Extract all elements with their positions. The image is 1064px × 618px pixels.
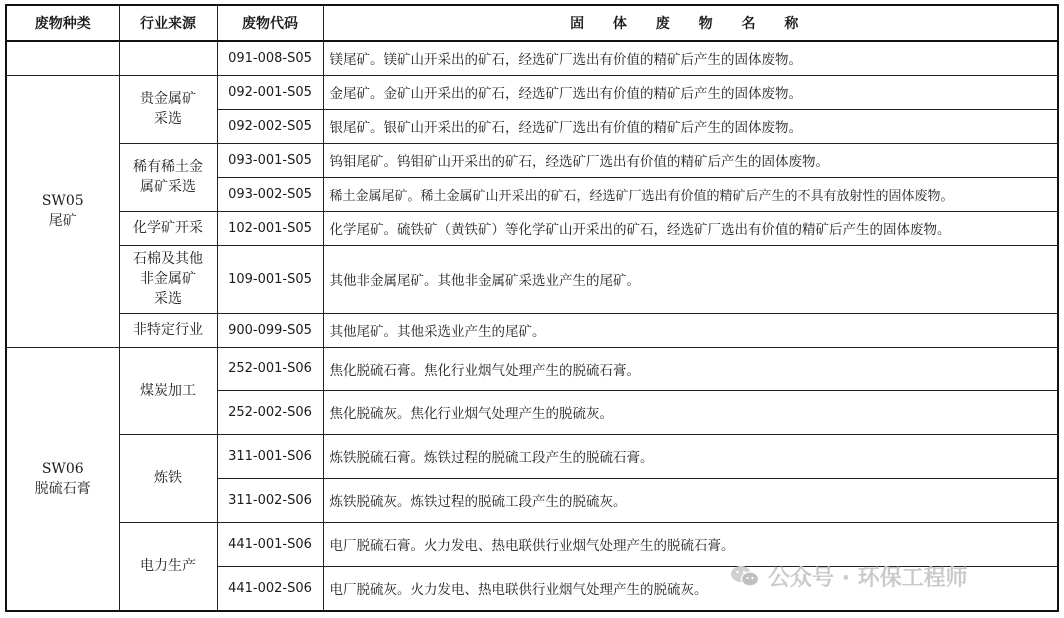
waste-description: 镁尾矿。镁矿山开采出的矿石，经选矿厂选出有价值的精矿后产生的固体废物。 — [323, 41, 1058, 75]
waste-code: 093-001-S05 — [217, 143, 323, 177]
source-cell-ironmaking — [119, 434, 217, 522]
watermark-text: 公众号 · 环保工程师 — [768, 565, 968, 591]
category-name: 脱硫石膏 — [34, 480, 91, 497]
source-line: 非金属矿 — [140, 271, 196, 287]
waste-code: 900-099-S05 — [217, 313, 323, 347]
source-cell-chemical — [119, 211, 217, 245]
waste-description: 焦化脱硫石膏。焦化行业烟气处理产生的脱硫石膏。 — [323, 347, 1058, 390]
header-row — [6, 5, 1058, 41]
header-waste-category: 废物种类 — [6, 5, 119, 41]
table-row — [6, 347, 1058, 390]
table-row — [6, 143, 1058, 177]
table-row — [6, 434, 1058, 478]
table-row — [6, 245, 1058, 313]
source-line: 属矿采选 — [140, 179, 196, 195]
category-cell-sw06 — [6, 347, 119, 611]
source-cell-rare-earth — [119, 143, 217, 211]
waste-code: 093-002-S05 — [217, 177, 323, 211]
source-line: 贵金属矿 — [140, 91, 196, 107]
source-line: 炼铁 — [154, 470, 182, 486]
source-line: 化学矿开采 — [133, 220, 203, 236]
source-cell-non-metal — [119, 245, 217, 313]
category-code: SW05 — [41, 193, 84, 209]
table-row — [6, 522, 1058, 566]
source-line: 石棉及其他 — [133, 251, 203, 267]
source-cell-non-specific — [119, 313, 217, 347]
waste-code: 091-008-S05 — [217, 41, 323, 75]
header-waste-name: 固 体 废 物 名 称 — [323, 5, 1058, 41]
waste-code: 441-002-S06 — [217, 566, 323, 611]
waste-description: 炼铁脱硫石膏。炼铁过程的脱硫工段产生的脱硫石膏。 — [323, 434, 1058, 478]
source-line: 非特定行业 — [133, 322, 203, 338]
waste-description: 稀土金属尾矿。稀土金属矿山开采出的矿石，经选矿厂选出有价值的精矿后产生的不具有放射性的固体废物。 — [323, 177, 1058, 211]
waste-description: 焦化脱硫灰。焦化行业烟气处理产生的脱硫灰。 — [323, 390, 1058, 434]
table-row — [6, 313, 1058, 347]
waste-description: 炼铁脱硫灰。炼铁过程的脱硫工段产生的脱硫灰。 — [323, 478, 1058, 522]
waste-description: 金尾矿。金矿山开采出的矿石，经选矿厂选出有价值的精矿后产生的固体废物。 — [323, 75, 1058, 109]
waste-code: 109-001-S05 — [217, 245, 323, 313]
waste-description: 电厂脱硫灰。火力发电、热电联供行业烟气处理产生的脱硫灰。 — [323, 566, 1058, 611]
source-cell-coal — [119, 347, 217, 434]
waste-description: 电厂脱硫石膏。火力发电、热电联供行业烟气处理产生的脱硫石膏。 — [323, 522, 1058, 566]
table-row — [6, 41, 1058, 75]
waste-code: 252-002-S06 — [217, 390, 323, 434]
header-industry-source: 行业来源 — [119, 5, 217, 41]
waste-code: 252-001-S06 — [217, 347, 323, 390]
waste-description: 银尾矿。银矿山开采出的矿石，经选矿厂选出有价值的精矿后产生的固体废物。 — [323, 109, 1058, 143]
source-line: 采选 — [154, 111, 182, 127]
category-cell-empty — [6, 41, 119, 75]
solid-waste-table — [5, 4, 1059, 612]
header-waste-code: 废物代码 — [217, 5, 323, 41]
table-row — [6, 211, 1058, 245]
waste-description: 钨钼尾矿。钨钼矿山开采出的矿石，经选矿厂选出有价值的精矿后产生的固体废物。 — [323, 143, 1058, 177]
source-line: 电力生产 — [140, 558, 196, 575]
source-line: 煤炭加工 — [140, 382, 196, 399]
waste-code: 102-001-S05 — [217, 211, 323, 245]
source-line: 采选 — [154, 291, 182, 307]
waste-description: 其他非金属尾矿。其他非金属矿采选业产生的尾矿。 — [323, 245, 1058, 313]
category-cell-sw05 — [6, 75, 119, 347]
source-cell-power — [119, 522, 217, 611]
waste-code: 092-001-S05 — [217, 75, 323, 109]
source-line: 稀有稀土金 — [133, 159, 203, 175]
category-name: 尾矿 — [48, 213, 77, 229]
category-code: SW06 — [41, 460, 84, 477]
waste-description: 其他尾矿。其他采选业产生的尾矿。 — [323, 313, 1058, 347]
waste-code: 092-002-S05 — [217, 109, 323, 143]
waste-code: 311-002-S06 — [217, 478, 323, 522]
source-cell-precious-metal — [119, 75, 217, 143]
waste-code: 311-001-S06 — [217, 434, 323, 478]
source-cell-empty — [119, 41, 217, 75]
waste-description: 化学尾矿。硫铁矿（黄铁矿）等化学矿山开采出的矿石，经选矿厂选出有价值的精矿后产生的固体废物。 — [323, 211, 1058, 245]
waste-code: 441-001-S06 — [217, 522, 323, 566]
table-row — [6, 75, 1058, 109]
